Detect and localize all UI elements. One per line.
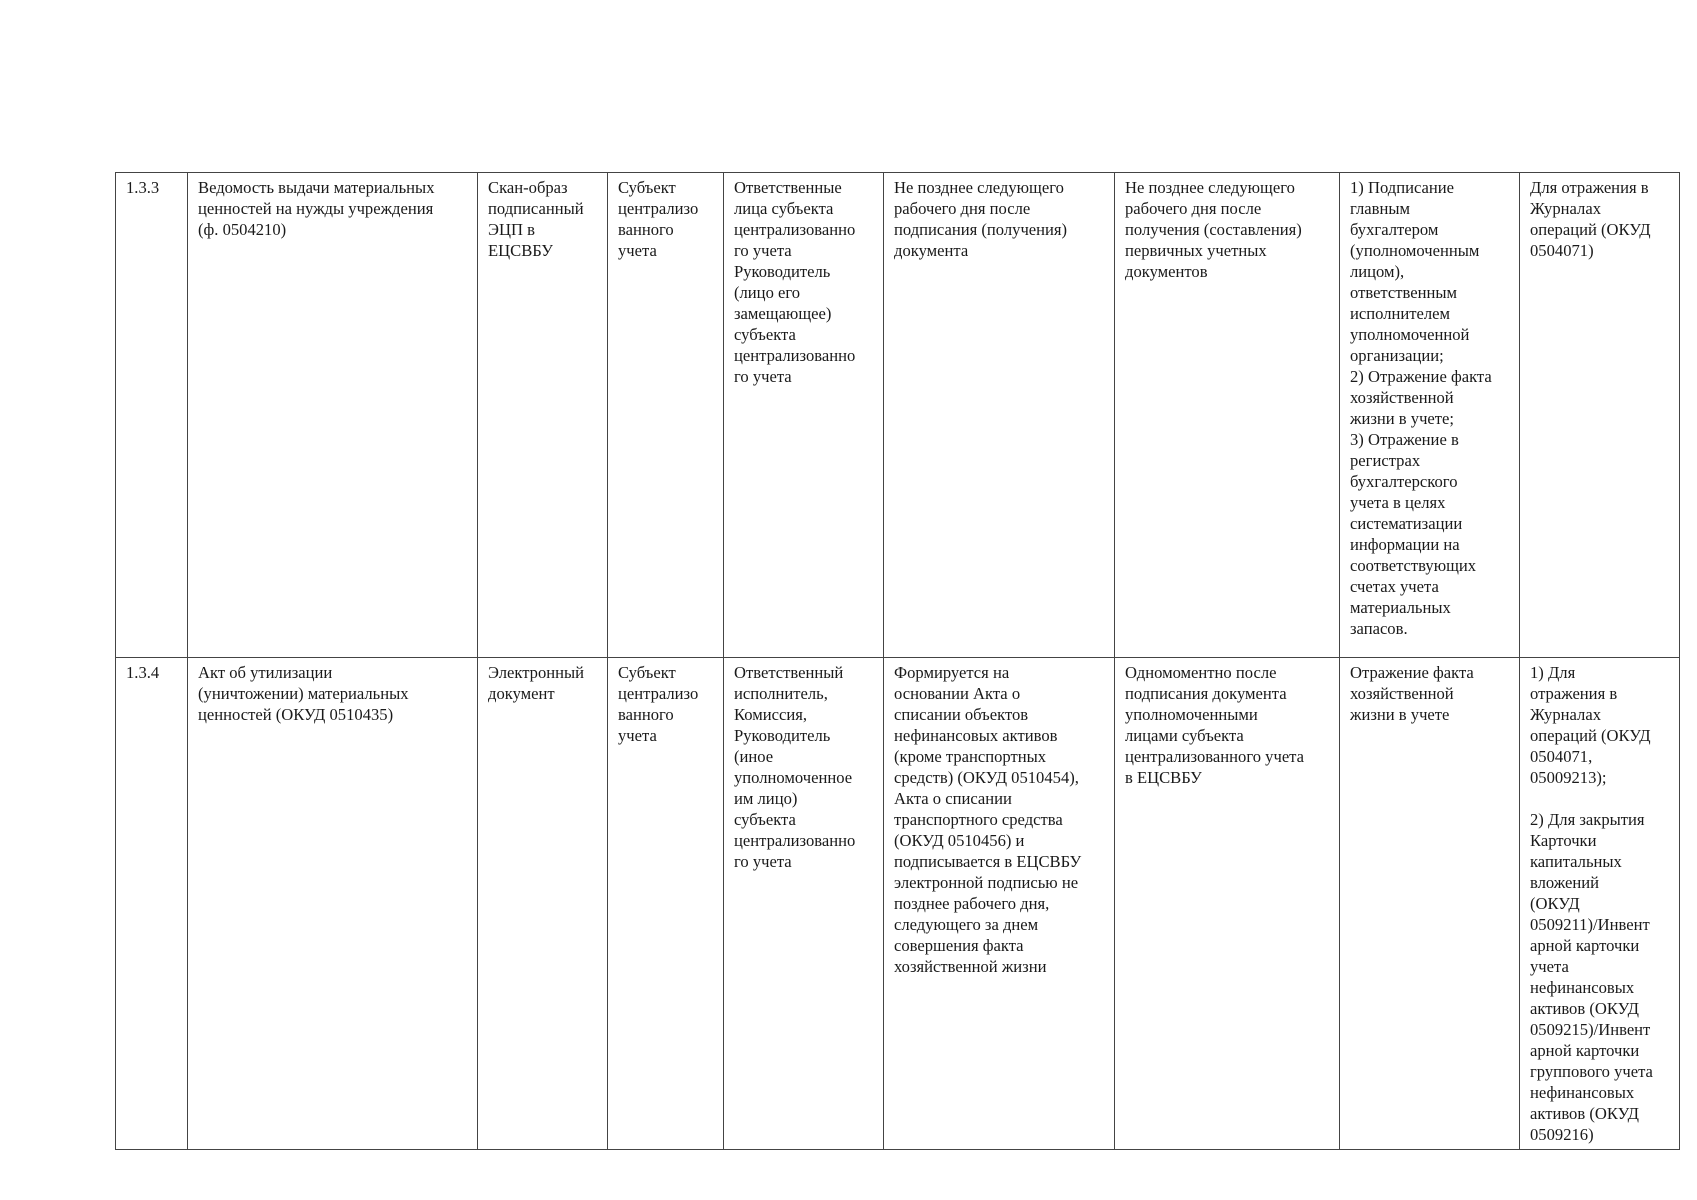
cell-text-line: учета в целях bbox=[1350, 493, 1446, 512]
cell-text-line: централизованного учета bbox=[1125, 747, 1305, 766]
processing-cell bbox=[1340, 173, 1520, 658]
cell-text-line: 3) Отражение в bbox=[1350, 430, 1459, 449]
cell-text-line: материальных bbox=[1350, 598, 1451, 617]
cell-text-line: бухгалтером bbox=[1350, 220, 1439, 239]
cell-text-line: лицом), bbox=[1350, 262, 1405, 281]
cell-text-line: Акта о списании bbox=[894, 789, 1012, 808]
cell-text-line: Электронный bbox=[488, 663, 585, 682]
creation-deadline-cell bbox=[884, 658, 1115, 1150]
cell-text-line: жизни в учете bbox=[1350, 705, 1450, 724]
cell-text-line: исполнитель, bbox=[734, 684, 828, 703]
cell-text-line: группового учета bbox=[1530, 1062, 1653, 1081]
cell-text-line: (ф. 0504210) bbox=[198, 220, 287, 239]
cell-text-line: нефинансовых активов bbox=[894, 726, 1058, 745]
cell-text-line: информации на bbox=[1350, 535, 1460, 554]
document-form-cell bbox=[478, 173, 608, 658]
cell-text-line: ценностей на нужды учреждения bbox=[198, 199, 434, 218]
cell-text-line: централизованно bbox=[734, 831, 856, 850]
cell-text-line: (лицо его bbox=[734, 283, 801, 302]
cell-text-line: подписания документа bbox=[1125, 684, 1287, 703]
cell-text-line: 1.3.4 bbox=[126, 663, 160, 682]
cell-text-line: списании объектов bbox=[894, 705, 1029, 724]
cell-text-line: централизованно bbox=[734, 346, 856, 365]
cell-text-line: регистрах bbox=[1350, 451, 1421, 470]
cell-text-line: 2) Для закрытия bbox=[1530, 810, 1645, 829]
cell-text-line: 0504071) bbox=[1530, 241, 1594, 260]
cell-text-line: 0509211)/Инвент bbox=[1530, 915, 1650, 934]
cell-text-line: Ведомость выдачи материальных bbox=[198, 178, 435, 197]
cell-text-line: запасов. bbox=[1350, 619, 1408, 638]
cell-text-line: уполномоченной bbox=[1350, 325, 1470, 344]
cell-text-line: операций (ОКУД bbox=[1530, 220, 1651, 239]
cell-text-line: Журналах bbox=[1530, 199, 1601, 218]
cell-text-line: рабочего дня после bbox=[894, 199, 1031, 218]
cell-text-line: хозяйственной bbox=[1350, 684, 1454, 703]
cell-text-line: главным bbox=[1350, 199, 1410, 218]
cell-text-line: основании Акта о bbox=[894, 684, 1021, 703]
cell-text-line: (ОКУД 0510456) и bbox=[894, 831, 1025, 850]
compiler-cell bbox=[608, 173, 724, 658]
cell-text-line: рабочего дня после bbox=[1125, 199, 1262, 218]
purpose-cell bbox=[1520, 658, 1680, 1150]
cell-text-line: Руководитель bbox=[734, 262, 831, 281]
cell-text-line: ЭЦП в bbox=[488, 220, 535, 239]
cell-text-line: арной карточки bbox=[1530, 936, 1640, 955]
cell-text-line: субъекта bbox=[734, 810, 796, 829]
submission-deadline-cell bbox=[1115, 173, 1340, 658]
cell-text-line: учета bbox=[618, 241, 657, 260]
table-row bbox=[116, 658, 1680, 1150]
cell-text-line: 05009213); bbox=[1530, 768, 1607, 787]
processing-cell bbox=[1340, 658, 1520, 1150]
cell-text-line: Журналах bbox=[1530, 705, 1601, 724]
cell-text-line: Акт об утилизации bbox=[198, 663, 333, 682]
cell-text-line: ответственным bbox=[1350, 283, 1458, 302]
cell-text-line: Одномоментно после bbox=[1125, 663, 1277, 682]
cell-text-line: транспортного средства bbox=[894, 810, 1063, 829]
responsible-persons-cell bbox=[724, 173, 884, 658]
row-number-cell bbox=[116, 173, 188, 658]
cell-text-line: организации; bbox=[1350, 346, 1444, 365]
cell-text-line: Формируется на bbox=[894, 663, 1010, 682]
cell-text-line: Комиссия, bbox=[734, 705, 807, 724]
cell-text-line: документов bbox=[1125, 262, 1208, 281]
cell-text-line: электронной подписью не bbox=[894, 873, 1079, 892]
cell-text-line: замещающее) bbox=[734, 304, 832, 323]
cell-text-line: 0509216) bbox=[1530, 1125, 1594, 1144]
cell-text-line: операций (ОКУД bbox=[1530, 726, 1651, 745]
cell-text-line: централизо bbox=[618, 199, 699, 218]
cell-text-line: учета bbox=[1530, 957, 1569, 976]
cell-text-line: жизни в учете; bbox=[1350, 409, 1455, 428]
creation-deadline-cell bbox=[884, 173, 1115, 658]
cell-text-line: арной карточки bbox=[1530, 1041, 1640, 1060]
row-number-cell bbox=[116, 658, 188, 1150]
cell-text-line: документа bbox=[894, 241, 969, 260]
submission-deadline-cell bbox=[1115, 658, 1340, 1150]
document-name-cell bbox=[188, 658, 478, 1150]
cell-text-line: 1.3.3 bbox=[126, 178, 160, 197]
document-name-cell bbox=[188, 173, 478, 658]
cell-text-line: нефинансовых bbox=[1530, 1083, 1635, 1102]
document-register-table bbox=[115, 172, 1680, 1150]
cell-text-line: субъекта bbox=[734, 325, 796, 344]
cell-text-line: Для отражения в bbox=[1530, 178, 1649, 197]
cell-text-line: активов (ОКУД bbox=[1530, 1104, 1639, 1123]
cell-text-line: счетах учета bbox=[1350, 577, 1439, 596]
cell-text-line: вложений bbox=[1530, 873, 1600, 892]
cell-text-line: позднее рабочего дня, bbox=[894, 894, 1050, 913]
cell-text-line: Не позднее следующего bbox=[894, 178, 1064, 197]
cell-text-line: лицами субъекта bbox=[1125, 726, 1244, 745]
document-form-cell bbox=[478, 658, 608, 1150]
cell-text-line: ценностей (ОКУД 0510435) bbox=[198, 705, 394, 724]
cell-text-line: хозяйственной жизни bbox=[894, 957, 1047, 976]
cell-text-line: капитальных bbox=[1530, 852, 1622, 871]
cell-text-line: Субъект bbox=[618, 663, 676, 682]
cell-text-line: го учета bbox=[734, 241, 792, 260]
cell-text-line: 0509215)/Инвент bbox=[1530, 1020, 1651, 1039]
cell-text-line: (уничтожении) материальных bbox=[198, 684, 409, 703]
cell-text-line: отражения в bbox=[1530, 684, 1618, 703]
cell-text-line: Скан-образ bbox=[488, 178, 568, 197]
cell-text-line: соответствующих bbox=[1350, 556, 1477, 575]
cell-text-line: (ОКУД bbox=[1530, 894, 1580, 913]
cell-text-line: первичных учетных bbox=[1125, 241, 1267, 260]
cell-text-line: (уполномоченным bbox=[1350, 241, 1480, 260]
table-row bbox=[116, 173, 1680, 658]
cell-text-line: (иное bbox=[734, 747, 774, 766]
cell-text-line: систематизации bbox=[1350, 514, 1463, 533]
cell-text-line: (кроме транспортных bbox=[894, 747, 1047, 766]
cell-text-line: ЕЦСВБУ bbox=[488, 241, 553, 260]
cell-text-line: Руководитель bbox=[734, 726, 831, 745]
cell-text-line: хозяйственной bbox=[1350, 388, 1454, 407]
cell-text-line: уполномоченными bbox=[1125, 705, 1258, 724]
cell-text-line: подписания (получения) bbox=[894, 220, 1068, 239]
table-body bbox=[116, 173, 1680, 1150]
cell-text-line: централизо bbox=[618, 684, 699, 703]
cell-text-line: уполномоченное bbox=[734, 768, 853, 787]
cell-text-line: Ответственный bbox=[734, 663, 844, 682]
cell-text-line: средств) (ОКУД 0510454), bbox=[894, 768, 1079, 787]
cell-text-line: Отражение факта bbox=[1350, 663, 1474, 682]
cell-text-line: исполнителем bbox=[1350, 304, 1451, 323]
cell-text-line: подписывается в ЕЦСВБУ bbox=[894, 852, 1082, 871]
cell-text-line: Ответственные bbox=[734, 178, 842, 197]
cell-text-line: нефинансовых bbox=[1530, 978, 1635, 997]
cell-text-line: следующего за днем bbox=[894, 915, 1039, 934]
cell-text-line: го учета bbox=[734, 367, 792, 386]
cell-text-line: учета bbox=[618, 726, 657, 745]
cell-text-line: бухгалтерского bbox=[1350, 472, 1458, 491]
cell-text-line: Не позднее следующего bbox=[1125, 178, 1295, 197]
cell-text-line: 0504071, bbox=[1530, 747, 1593, 766]
compiler-cell bbox=[608, 658, 724, 1150]
cell-text-line: Карточки bbox=[1530, 831, 1597, 850]
cell-text-line: ванного bbox=[618, 220, 674, 239]
responsible-persons-cell bbox=[724, 658, 884, 1150]
cell-text-line: документ bbox=[488, 684, 555, 703]
cell-text-line: подписанный bbox=[488, 199, 584, 218]
cell-text-line: го учета bbox=[734, 852, 792, 871]
cell-text-line: ванного bbox=[618, 705, 674, 724]
cell-text-line: в ЕЦСВБУ bbox=[1125, 768, 1202, 787]
cell-text-line: совершения факта bbox=[894, 936, 1024, 955]
cell-text-line bbox=[1530, 788, 1670, 809]
cell-text-line: централизованно bbox=[734, 220, 856, 239]
purpose-cell bbox=[1520, 173, 1680, 658]
cell-text-line: лица субъекта bbox=[734, 199, 834, 218]
cell-text-line: 1) Подписание bbox=[1350, 178, 1455, 197]
cell-text-line: Субъект bbox=[618, 178, 676, 197]
cell-text-line: им лицо) bbox=[734, 789, 798, 808]
cell-text-line: 2) Отражение факта bbox=[1350, 367, 1492, 386]
cell-text-line: получения (составления) bbox=[1125, 220, 1302, 239]
cell-text-line: 1) Для bbox=[1530, 663, 1576, 682]
cell-text-line: активов (ОКУД bbox=[1530, 999, 1639, 1018]
